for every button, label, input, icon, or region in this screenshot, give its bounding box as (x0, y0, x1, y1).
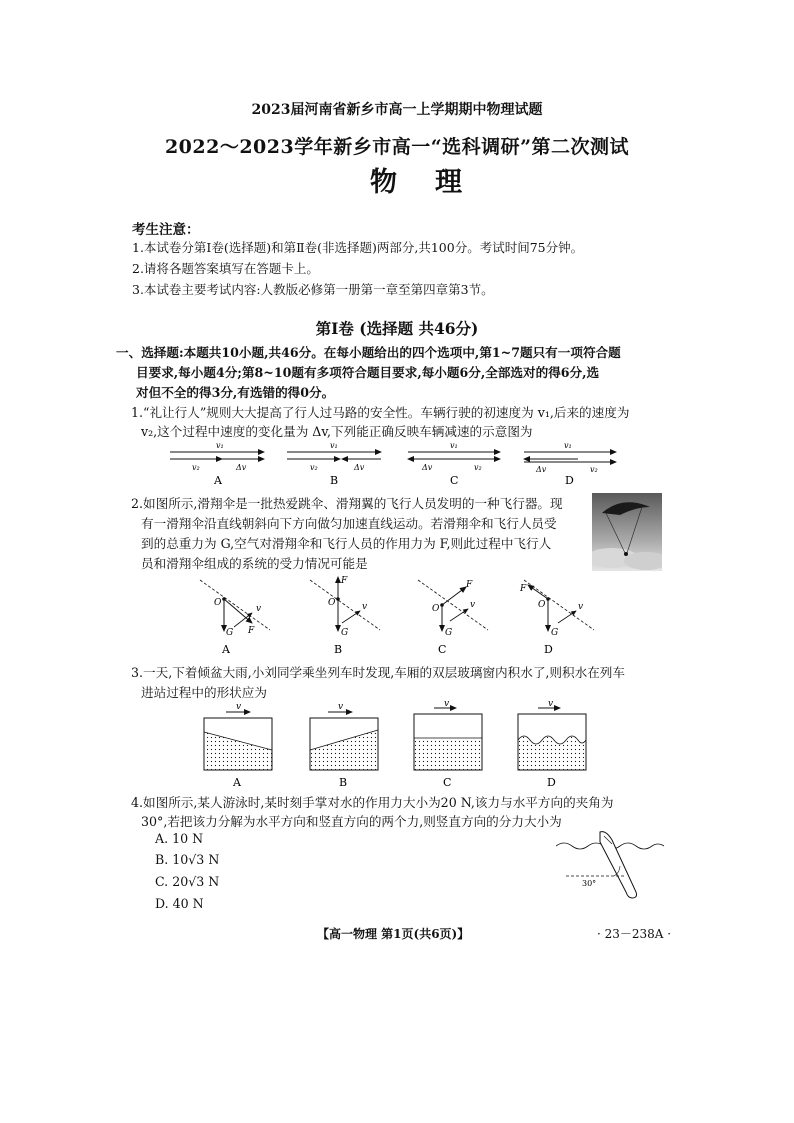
q3-option-b-label: B (339, 776, 348, 788)
q3-diagram (198, 700, 598, 788)
q2-option-b-diagram (310, 576, 380, 638)
document-header-title: 2023届河南省新乡市高一上学期期中物理试题 (251, 102, 543, 118)
exam-title: 2022～2023学年新乡市高一“选科调研”第二次测试 (164, 136, 630, 158)
q3-option-b-diagram (310, 702, 378, 770)
svg-text:v₂: v₂ (310, 463, 318, 472)
q4-text-line-1: 4.如图所示,某人游泳时,某时刻手掌对水的作用力大小为20 N,该力与水平方向的夹角为 (131, 795, 614, 810)
q4-choice-b: B. 10√3 N (155, 852, 220, 867)
q3-text-line-2: 进站过程中的形状应为 (141, 685, 267, 700)
svg-text:v: v (548, 700, 554, 709)
notice-title: 考生注意： (132, 222, 200, 238)
q1-a-v1-label: v₁ (216, 441, 224, 450)
subject-title: 物理 (370, 167, 500, 198)
section-instruction-line-2: 目要求,每小题4分;第8~10题有多项符合题目要求,每小题6分,全部选对的得6分,选 (136, 365, 600, 380)
q3-option-c-label: C (443, 776, 452, 788)
paraglider-photo (592, 493, 662, 571)
q1-text-line-2: v₂,这个过程中速度的变化量为 Δv,下列能正确反映车辆减速的示意图为 (141, 424, 533, 439)
svg-text:v: v (362, 602, 368, 612)
q2-text-line-2: 有一滑翔伞沿直线朝斜向下方向做匀加速直线运动。若滑翔伞和飞行人员受 (141, 516, 557, 531)
svg-text:O: O (214, 598, 222, 608)
svg-text:v₂: v₂ (590, 465, 598, 474)
q2-force-diagrams (190, 575, 610, 657)
svg-text:v: v (444, 700, 450, 709)
q1-option-c-diagram (408, 441, 500, 472)
svg-text:v: v (578, 602, 584, 612)
svg-text:F: F (341, 576, 348, 586)
q1-option-b-label: B (330, 474, 339, 486)
exam-code: · 23－238A · (597, 927, 672, 941)
q3-option-d-diagram (518, 700, 586, 770)
q4-angle-label: 30° (582, 879, 597, 888)
q1-text-line-1: 1.“礼让行人”规则大大提高了行人过马路的安全性。车辆行驶的初速度为 v₁,后来的速度为 (131, 405, 630, 420)
section-instruction-line-3: 对但不全的得3分,有选错的得0分。 (136, 385, 335, 400)
q4-choice-d: D. 40 N (155, 896, 204, 911)
q1-option-d-diagram (524, 441, 616, 474)
notice-item-2: 2.请将各题答案填写在答题卡上。 (132, 261, 319, 276)
svg-text:v: v (470, 600, 476, 610)
q4-choice-a: A. 10 N (155, 831, 204, 846)
q3-option-a-diagram (204, 702, 272, 770)
q2-option-c-diagram (418, 580, 488, 638)
q2-option-d-label: D (544, 643, 553, 656)
svg-text:v₁: v₁ (564, 441, 572, 450)
svg-text:F: F (520, 584, 527, 594)
svg-text:O: O (328, 598, 336, 608)
q2-text-line-3: 到的总重力为 G,空气对滑翔伞和飞行人员的作用力为 F,则此过程中飞行人 (141, 536, 552, 551)
q1-a-v2-label: v₂ (192, 463, 200, 472)
svg-text:v₂: v₂ (474, 463, 482, 472)
q1-option-c-label: C (450, 474, 459, 486)
svg-text:v: v (256, 604, 262, 614)
svg-text:O: O (538, 600, 546, 610)
section-title: 第Ⅰ卷 (选择题 共46分) (315, 319, 479, 338)
q2-text-line-4: 员和滑翔伞组成的系统的受力情况可能是 (141, 556, 368, 571)
svg-text:F: F (248, 626, 255, 636)
q2-option-a-label: A (222, 643, 230, 656)
q1-option-a-label: A (214, 474, 222, 486)
svg-text:Δv: Δv (536, 465, 547, 474)
svg-text:v₁: v₁ (450, 441, 458, 450)
section-instruction-line-1: 一、选择题:本题共10小题,共46分。在每小题给出的四个选项中,第1~7题只有一项符合题 (116, 345, 621, 360)
q2-option-a-diagram (200, 580, 270, 638)
notice-item-3: 3.本试卷主要考试内容:人教版必修第一册第一章至第四章第3节。 (132, 282, 494, 297)
svg-text:G: G (341, 628, 349, 638)
q1-option-a-diagram (170, 441, 264, 472)
svg-text:O: O (432, 604, 440, 614)
svg-text:v: v (236, 702, 242, 712)
q1-option-d-label: D (565, 474, 574, 486)
svg-text:Δv: Δv (422, 463, 433, 472)
q2-option-d-diagram (519, 580, 594, 638)
q1-option-b-diagram (287, 441, 381, 472)
q2-option-b-label: B (334, 643, 343, 656)
q4-choice-c: C. 20√3 N (155, 874, 220, 889)
q3-option-a-label: A (233, 776, 241, 788)
q2-text-line-1: 2.如图所示,滑翔伞是一批热爱跳伞、滑翔翼的飞行人员发明的一种飞行器。现 (131, 496, 563, 511)
svg-text:Δv: Δv (354, 463, 365, 472)
q1-a-dv-label: Δv (236, 463, 247, 472)
q1-diagram (160, 440, 620, 486)
q2-option-c-label: C (438, 643, 447, 656)
svg-text:G: G (445, 628, 453, 638)
page-footer: 【高一物理 第1页(共6页)】 (317, 927, 470, 941)
q3-option-d-label: D (547, 776, 556, 788)
notice-item-1: 1.本试卷分第Ⅰ卷(选择题)和第Ⅱ卷(非选择题)两部分,共100分。考试时间75分钟。 (132, 240, 584, 255)
svg-text:G: G (551, 628, 559, 638)
svg-text:v: v (338, 702, 344, 712)
svg-text:F: F (466, 580, 473, 590)
q4-text-line-2: 30°,若把该力分解为水平方向和竖直方向的两个力,则竖直方向的分力大小为 (141, 814, 562, 829)
q3-option-c-diagram (414, 700, 482, 770)
svg-text:G: G (226, 628, 234, 638)
svg-text:v₁: v₁ (330, 441, 338, 450)
q3-text-line-1: 3.一天,下着倾盆大雨,小刘同学乘坐列车时发现,车厢的双层玻璃窗内积水了,则积水在列车 (131, 665, 625, 680)
q4-swimmer-hand-diagram (556, 826, 666, 906)
